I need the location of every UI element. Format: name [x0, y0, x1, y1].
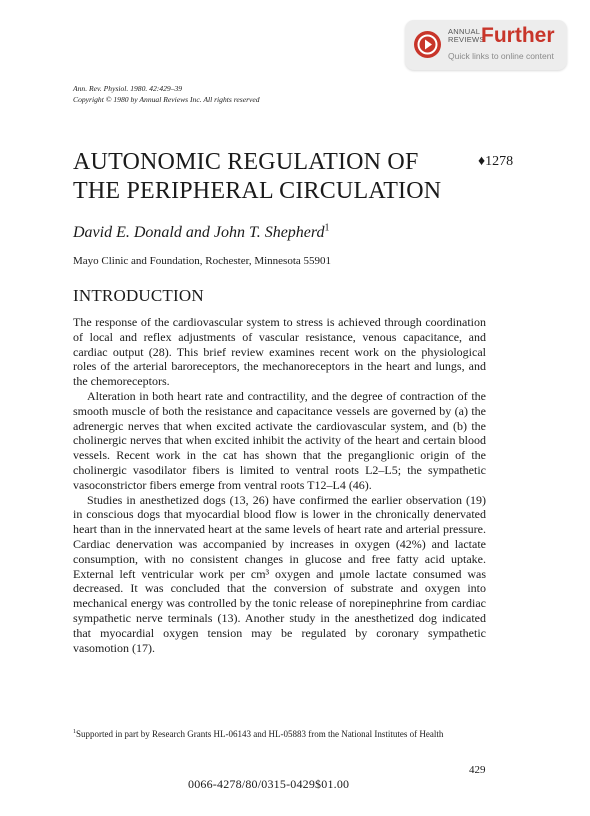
paragraph: Alteration in both heart rate and contractility, and the degree of contraction of the smooth muscle of both the resistance and capacitance vessels are governed by (a) the adrenergic nerves that when excited activate the cardiovascular system, and (b) the cholinergic nerves that when excited inhibit the activity of the heart and certain blood vessels. Recent work in the cat has shown that the preganglionic origin of the cholinergic vasodilator fibers is limited to ventral roots L2–L5; the sympathetic vasoconstrictor fibers emerge from ventral roots T12–L4 (46). [73, 388, 486, 492]
citation-line: Ann. Rev. Physiol. 1980. 42:429–39 [73, 84, 183, 93]
article-body [73, 315, 486, 655]
page-number: 429 [469, 764, 486, 776]
author-line: David E. Donald and John T. Shepherd$^1$ [73, 222, 330, 241]
annual-reviews-further-banner[interactable] [405, 20, 567, 70]
article-code: ♦1278 [478, 154, 514, 169]
quick-links-label: Quick links to online content [448, 51, 554, 61]
footnote: $^1$Supported in part by Research Grants HL-06143 and HL-05883 from the National Institutes of Health [73, 729, 444, 739]
paragraph: The response of the cardiovascular system to stress is achieved through coordination of local and reflex adjustments of vascular resistance, venous capacitance, and cardiac output (28). This brief review examines recent work on the physiological roles of the arterial baroreceptors, the mechanoreceptors in the heart and lungs, and the chemoreceptors. [73, 315, 486, 389]
copyright-line: Copyright © 1980 by Annual Reviews Inc. All rights reserved [73, 95, 260, 104]
affiliation: Mayo Clinic and Foundation, Rochester, Minnesota 55901 [73, 255, 332, 267]
price-code: 0066-4278/80/0315-0429$01.00 [188, 777, 350, 791]
author-footnote-mark: 1 [324, 222, 330, 234]
annual-reviews-label: ANNUAL REVIEWS [448, 27, 485, 44]
further-label: Further [481, 24, 555, 47]
play-arrow-icon [414, 31, 441, 58]
section-heading: INTRODUCTION [73, 286, 204, 305]
article-title: AUTONOMIC REGULATION OF THE PERIPHERAL CIRCULATION [73, 149, 442, 204]
journal-citation [73, 83, 260, 105]
paragraph: Studies in anesthetized dogs (13, 26) have confirmed the earlier observation (19) in conscious dogs that myocardial blood flow is lower in the chronically denervated heart than in the innervated heart at the same levels of heart rate and arterial pressure. Cardiac denervation was accompanied by increases in oxygen (42%) and lactate consumption, with no consistent changes in glucose and free fatty acid uptake. External left ventricular work per cm³ oxygen and μmole lactate consumed was decreased. It was concluded that the conversion of substrate and oxygen into mechanical energy was controlled by the tonic release of norepinephrine from cardiac sympathetic nerve terminals (13). Another study in the anesthetized dog indicated that myocardial oxygen tension may be regulated by coronary sympathetic vasomotion (17). [73, 492, 486, 655]
